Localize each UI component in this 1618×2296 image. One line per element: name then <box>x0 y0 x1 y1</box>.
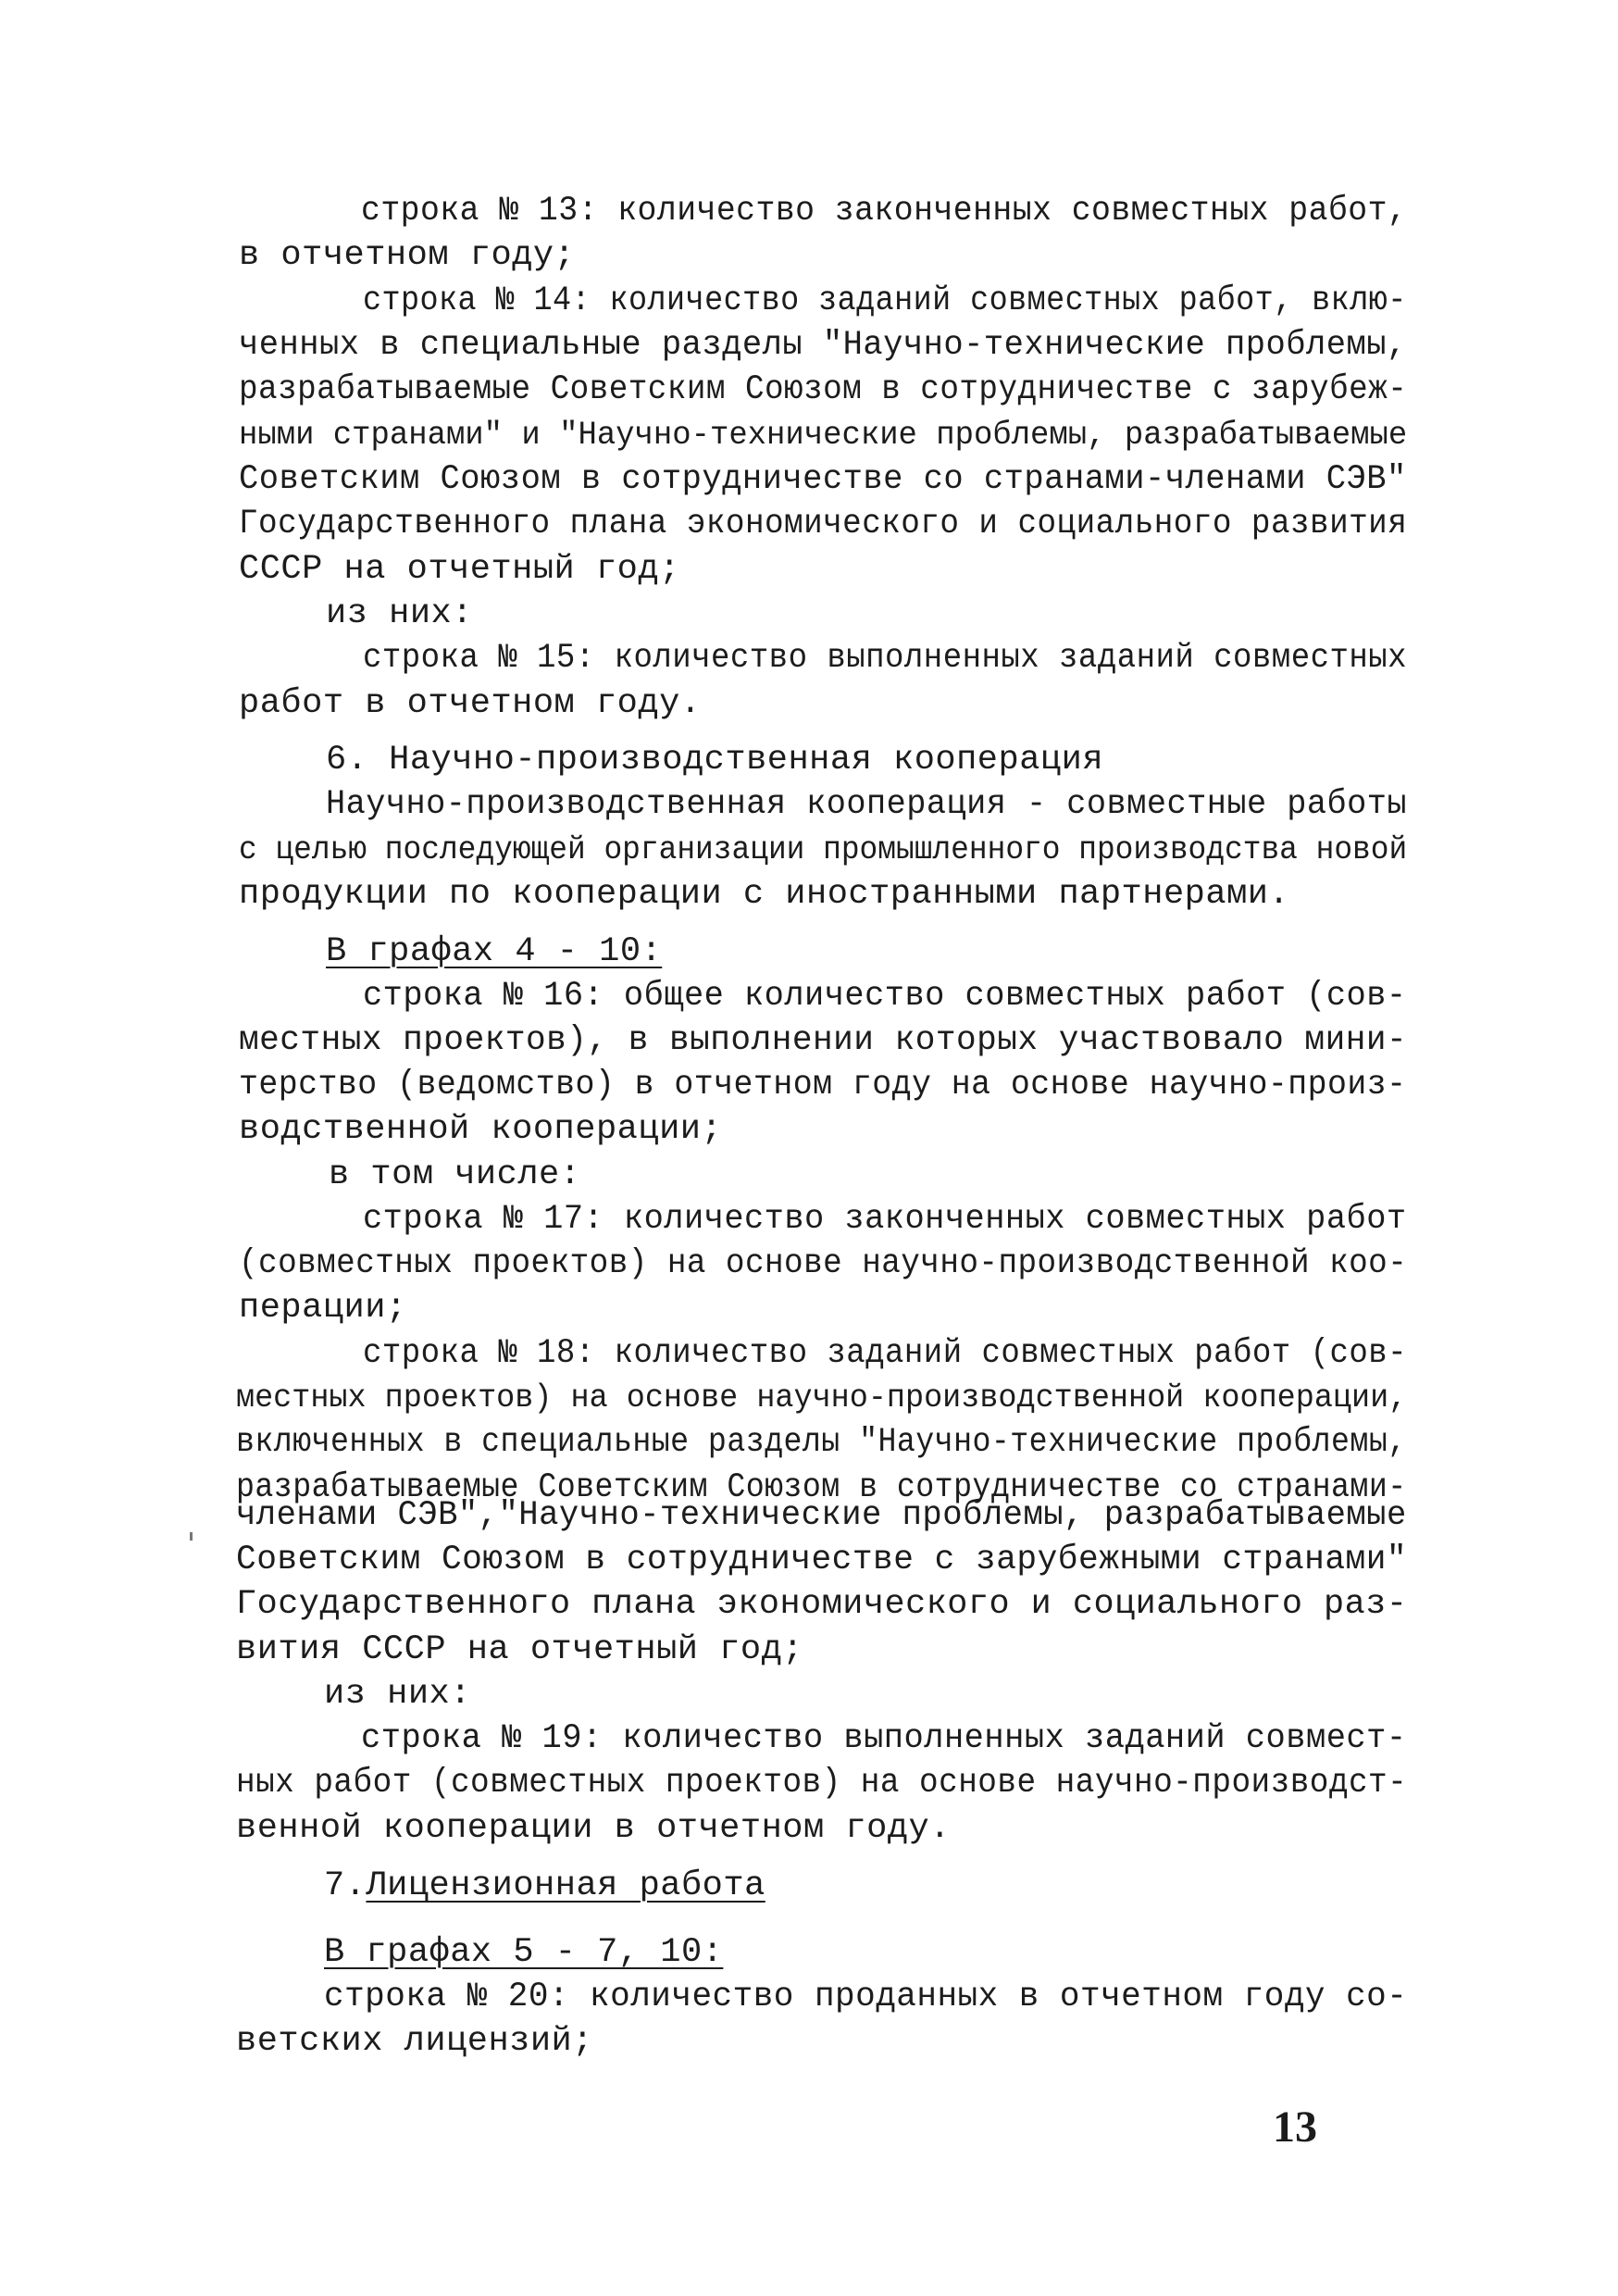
text-line: строка № 14: количество заданий совместных работ, вклю- <box>363 281 1407 320</box>
text-line: водственной кооперации; <box>239 1110 723 1149</box>
text-line: членами СЭВ","Научно-технические проблемы, разрабатываемые <box>236 1496 1407 1535</box>
text-line: строка № 15: количество выполненных заданий совместных <box>363 639 1408 678</box>
text-line: терство (ведомство) в отчетном году на основе научно-произ- <box>239 1066 1407 1104</box>
text-line: строка № 17: количество законченных совместных работ <box>363 1200 1407 1239</box>
text-line: Государственного плана экономического и социального развития <box>239 505 1408 543</box>
text-line: (совместных проектов) на основе научно-производственной коо- <box>239 1244 1408 1283</box>
text-line: из них: <box>326 594 473 633</box>
section-heading <box>324 1865 765 1907</box>
text-line: ветских лицензий; <box>236 2022 593 2061</box>
text-line: строка № 16: общее количество совместных работ (сов- <box>363 977 1407 1016</box>
text-line: ными странами" и "Научно-технические проблемы, разрабатываемые <box>239 417 1408 454</box>
section-heading-text: 6. Научно-производственная кооперация <box>326 741 1104 780</box>
section-title: Лицензионная работа <box>366 1866 765 1905</box>
scan-speck <box>190 1532 193 1541</box>
text-line: местных проектов) на основе научно-производственной кооперации, <box>236 1379 1408 1416</box>
text-line: вития СССР на отчетный год; <box>236 1630 803 1669</box>
text-line: Советским Союзом в сотрудничестве со странами-членами СЭВ" <box>239 460 1407 499</box>
text-line: перации; <box>239 1289 407 1328</box>
text-line: разрабатываемые Советским Союзом в сотрудничестве со странами- <box>236 1468 1407 1507</box>
text-line: в том числе: <box>329 1155 581 1194</box>
text-line: из них: <box>324 1675 471 1714</box>
text-line: строка № 13: количество законченных совместных работ, <box>361 192 1408 231</box>
text-line: Научно-производственная кооперация - совместные работы <box>326 785 1408 824</box>
text-line: разрабатываемые Советским Союзом в сотрудничестве с зарубеж- <box>239 370 1408 409</box>
text-line: с целью последующей организации промышленного производства новой <box>239 831 1408 868</box>
text-line: ных работ (совместных проектов) на основе научно-производст- <box>236 1764 1408 1803</box>
text-line: местных проектов), в выполнении которых участвовало мини- <box>239 1021 1408 1060</box>
text-line: строка № 18: количество заданий совместных работ (сов- <box>363 1334 1408 1373</box>
text-line: Государственного плана экономического и социального раз- <box>236 1585 1408 1624</box>
subsection-heading: В графах 4 - 10: <box>326 932 663 971</box>
text-line: Советским Союзом в сотрудничестве с зарубежными странами" <box>236 1541 1408 1579</box>
subsection-heading: В графах 5 - 7, 10: <box>324 1933 724 1972</box>
section-heading <box>326 739 1103 781</box>
text-line: СССР на отчетный год; <box>239 550 680 589</box>
page-number: 13 <box>1273 2103 1317 2152</box>
text-line: венной кооперации в отчетном году. <box>236 1809 951 1848</box>
section-number: 7. <box>324 1866 367 1905</box>
text-line: продукции по кооперации с иностранными партнерами. <box>239 875 1290 914</box>
text-line: ченных в специальные разделы "Научно-технические проблемы, <box>239 326 1407 365</box>
text-line: строка № 20: количество проданных в отчетном году со- <box>324 1978 1408 2016</box>
text-line: в отчетном году; <box>239 236 576 275</box>
text-line: строка № 19: количество выполненных заданий совмест- <box>361 1719 1407 1758</box>
text-line: включенных в специальные разделы "Научно-технические проблемы, <box>236 1423 1407 1462</box>
text-line: работ в отчетном году. <box>239 684 702 723</box>
